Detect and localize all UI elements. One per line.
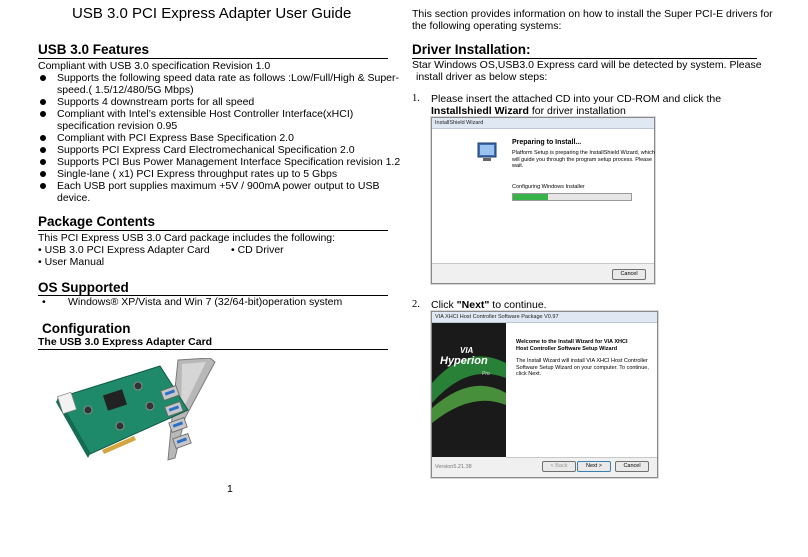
- page-number: 1: [227, 483, 233, 495]
- feature-item: [40, 168, 390, 180]
- feature-item-text: Supports PCI Bus Power Management Interface Specification revision 1.2: [57, 156, 401, 168]
- feature-item-text: Supports the following speed data rate as follows :Low/Full/High & Super-: [57, 72, 400, 84]
- step1-line-1: Please insert the attached CD into your CD-ROM and click the: [431, 93, 722, 105]
- config-subheading-text: The USB 3.0 Express Adapter Card: [38, 336, 213, 348]
- via-cancel-button[interactable]: Cancel: [615, 461, 649, 472]
- driver-line-1: Star Windows OS,USB3.0 Express card will be detected by system. Please: [412, 59, 762, 71]
- via-body-3: click Next.: [516, 371, 542, 377]
- hyperion-swirl-graphic: [432, 323, 506, 457]
- os-text: Windows® XP/Vista and Win 7 (32/64-bit)operation system: [68, 296, 343, 308]
- via-body-2: Software Setup Wizard on your computer. To continue,: [516, 364, 649, 371]
- via-version: Version5.21.38: [435, 464, 472, 470]
- feature-item-text: device.: [57, 192, 91, 204]
- installshield-body-2: will guide you through the program setup process. Please: [512, 156, 653, 163]
- config-subheading: [38, 336, 212, 348]
- installshield-status: Configuring Windows Installer: [512, 184, 585, 190]
- feature-item-text: Single-lane ( x1) PCI Express throughput rates up to 5 Gbps: [57, 168, 338, 180]
- bullet-dot: [40, 135, 46, 141]
- installshield-content: [432, 129, 654, 264]
- installshield-progress-fill: [513, 194, 548, 200]
- step2-text: [431, 299, 547, 311]
- step2-number: 2.: [412, 299, 420, 310]
- step2-rest: to continue.: [489, 299, 547, 311]
- installshield-heading: Preparing to Install...: [512, 139, 582, 146]
- via-heading-2: Host Controller Software Setup Wizard: [516, 345, 618, 352]
- via-body-1: The Install Wizard will install VIA XHCI Host Controller: [516, 358, 648, 364]
- feature-item: [40, 180, 390, 204]
- bullet-dot: [40, 111, 46, 117]
- feature-item: [40, 96, 390, 108]
- via-brand-panel: [432, 323, 506, 457]
- intro-line-2: the following operating systems:: [412, 20, 562, 32]
- installshield-body-1: Platform Setup is preparing the InstallShield Wizard, which: [512, 150, 655, 156]
- installshield-body-3: wait.: [512, 163, 524, 169]
- feature-item-text: specification revision 0.95: [57, 120, 178, 132]
- guide-title: USB 3.0 PCI Express Adapter User Guide: [72, 5, 352, 22]
- step1-line-2: [431, 105, 626, 117]
- os-heading: OS Supported: [38, 280, 129, 295]
- hyperion-pro-label: Pro: [482, 371, 490, 377]
- feature-item: [40, 132, 390, 144]
- via-logo: VIA: [460, 346, 474, 355]
- package-item-manual: • User Manual: [38, 256, 105, 268]
- features-intro: Compliant with USB 3.0 specification Revision 1.0: [38, 60, 271, 72]
- step2-pre: Click: [431, 299, 457, 311]
- via-setup-content: [506, 323, 657, 458]
- feature-item: [40, 108, 390, 132]
- installshield-window: [431, 117, 655, 284]
- usb-card-illustration: [50, 358, 220, 473]
- package-rule: [38, 230, 388, 231]
- package-item-cd: • CD Driver: [231, 244, 284, 256]
- feature-item-text: Supports 4 downstream ports for all speed: [57, 96, 255, 108]
- feature-item: [40, 72, 400, 96]
- bullet-dot: [40, 183, 46, 189]
- installshield-cancel-button[interactable]: Cancel: [612, 269, 646, 280]
- bullet-dot: [40, 99, 46, 105]
- features-rule: [38, 58, 388, 59]
- bullet-dot: [40, 171, 46, 177]
- feature-item-text: speed.( 1.5/12/480/5G Mbps): [57, 84, 194, 96]
- installshield-progress-track: [512, 193, 632, 201]
- feature-item-text: Compliant with PCI Express Base Specification 2.0: [57, 132, 294, 144]
- feature-item: [40, 156, 401, 168]
- hyperion-logo: Hyperion: [440, 355, 488, 367]
- feature-item-text: Compliant with Intel’s extensible Host Controller Interface(xHCI): [57, 108, 354, 120]
- via-setup-title: VIA XHCI Host Controller Software Package V0.97: [432, 312, 657, 323]
- via-heading-1: Welcome to the Install Wizard for VIA XHCI: [516, 339, 628, 345]
- intro-line-1: This section provides information on how to install the Super PCI-E drivers for: [412, 8, 773, 20]
- features-heading: USB 3.0 Features: [38, 42, 150, 57]
- os-bullet: •: [42, 296, 46, 308]
- bullet-dot: [40, 75, 46, 81]
- step1-bold: Installshiedl Wizard: [431, 105, 529, 117]
- feature-item: [40, 144, 390, 156]
- package-heading: Package Contents: [38, 214, 156, 229]
- config-rule: [38, 349, 388, 350]
- bullet-dot: [40, 159, 46, 165]
- package-intro: This PCI Express USB 3.0 Card package includes the following:: [38, 232, 336, 244]
- installshield-title: InstallShield Wizard: [432, 118, 654, 129]
- driver-heading: Driver Installation:: [412, 42, 531, 57]
- driver-line-2: install driver as below steps:: [416, 71, 548, 83]
- feature-item-text: Supports PCI Express Card Electromechanical Specification 2.0: [57, 144, 355, 156]
- package-item-card: • USB 3.0 PCI Express Adapter Card: [38, 244, 210, 256]
- via-next-button[interactable]: Next >: [577, 461, 611, 472]
- feature-item-text: Each USB port supplies maximum +5V / 900mA power output to USB: [57, 180, 380, 192]
- installer-computer-icon: [476, 141, 498, 163]
- step1-number: 1.: [412, 93, 420, 104]
- bullet-dot: [40, 147, 46, 153]
- step2-bold: "Next": [456, 299, 490, 311]
- via-back-button[interactable]: < Back: [542, 461, 576, 472]
- config-heading: Configuration: [42, 321, 131, 336]
- via-setup-window: [431, 311, 658, 478]
- step1-rest: for driver installation: [528, 105, 626, 117]
